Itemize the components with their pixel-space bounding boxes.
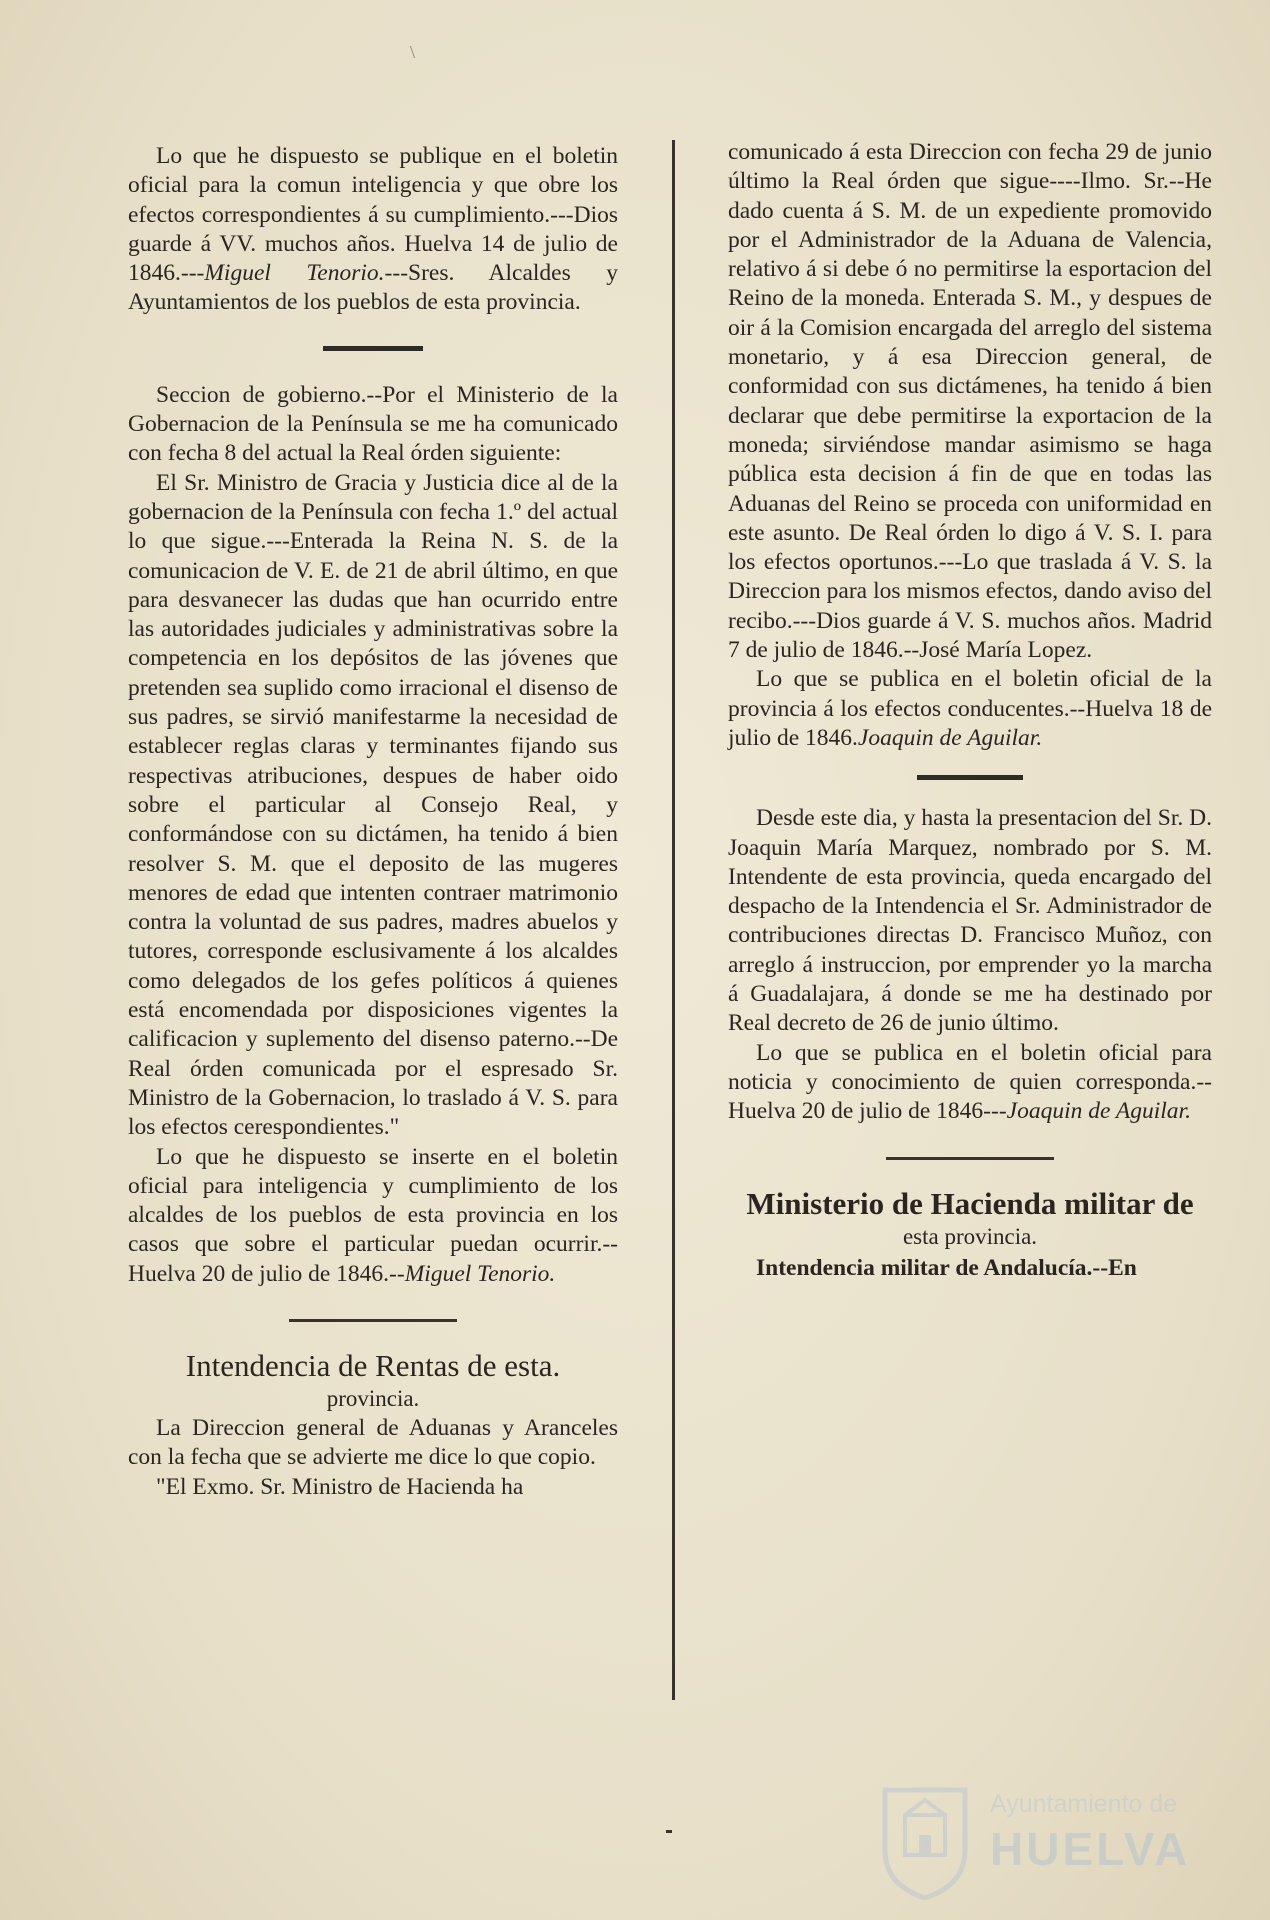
right-paragraph-3: Desde este dia, y hasta la presentacion del Sr. D. Joaquin María Marquez, nombrado por S. M. Intendente de esta provincia, queda encargado del despacho de la Intendencia el Sr. Administrador de contribuciones directas D. Francisco Muñoz, con arreglo á instruccion, por emprender yo la marcha á Guadalajara, á donde se me ha destinado por Real decreto de 26 de junio último. bbox=[728, 805, 1212, 1037]
left-paragraph-3: El Sr. Ministro de Gracia y Justicia dice al de la gobernacion de la Península con fecha 1.º del actual lo que sigue.---Enterada la Reina N. S. de la comunicacion de V. E. de 21 de abril último, en que para desvanecer las dudas que han ocurrido entre las autoridades judiciales y administrativas sobre la competencia en los depósitos de las jóvenes que pretenden sea suplido como irracional el disenso de sus padres, se sirvió manifestarme la necesidad de establecer reglas claras y terminantes fijando sus respectivas atribuciones, despues de haber oido sobre el particular al Consejo Real, y conformándose con su dictámen, ha tenido á bien resolver S. M. que el deposito de las mugeres menores de edad que intenten contraer matrimonio contra la voluntad de sus padres, madres abuelos y tutores, corresponde esclusivamente á los alcaldes como delegados de los gefes políticos á quienes está encomendada por disposiciones vigentes la calificacion y suplemento del disenso paterno.--De Real órden comunicada por el espresado Sr. Ministro de la Gobernacion, lo traslado á V. S. para los efectos cerespondientes." bbox=[128, 469, 618, 1141]
right-paragraph-4: Lo que se publica en el boletin oficial para noticia y conocimiento de quien corresponda.--Huelva 20 de julio de 1846---Joaquin de Aguilar. bbox=[728, 1039, 1212, 1125]
section-heading: Intendencia de Rentas de esta. bbox=[185, 1347, 561, 1383]
left-paragraph-1: Lo que he dispuesto se publique en el boletin oficial para la comun inteligencia y que obre los efectos correspondientes á su cumplimiento.---Dios guarde á VV. muchos años. Huelva 14 de julio de 1846.---Miguel Tenorio.---Sres. Alcaldes y Ayuntamientos de los pueblos de esta provincia. bbox=[128, 143, 618, 316]
signature: Joaquin de Aguilar. bbox=[1006, 1098, 1191, 1125]
signature: Miguel Tenorio. bbox=[404, 1260, 556, 1287]
watermark-title: HUELVA bbox=[990, 1823, 1191, 1875]
column-divider bbox=[672, 140, 675, 1700]
left-column bbox=[128, 142, 618, 1502]
section-subheading: provincia. bbox=[326, 1385, 420, 1411]
watermark bbox=[855, 1780, 1195, 1900]
section-heading: Ministerio de Hacienda militar de bbox=[746, 1185, 1194, 1221]
watermark-text: Ayuntamiento de bbox=[990, 1790, 1178, 1818]
left-paragraph-2: Seccion de gobierno.--Por el Ministerio de la Gobernacion de la Península se me ha comunicado con fecha 8 del actual la Real órden siguiente: bbox=[128, 381, 618, 467]
right-paragraph-1: comunicado á esta Direccion con fecha 29 de junio último la Real órden que sigue----Ilmo. Sr.--He dado cuenta á S. M. de un expediente promovido por el Administrador de la Aduana de Valencia, relativo á si debe ó no permitirse la esportacion del Reino de la moneda. Enterada S. M., y despues de oir á la Comision encargada del arreglo del sistema monetario, y á esa Direccion general, de conformidad con sus dictámenes, ha tenido á bien declarar que debe permitirse la exportacion de la moneda; sirviéndose mandar asimismo se haga pública esta decision á fin de que en todas las Aduanas del Reino se proceda con uniformidad en este asunto. De Real órden lo digo á V. S. I. para los efectos oportunos.---Lo que traslada á V. S. la Direccion para los mismos efectos, dando aviso del recibo.---Dios guarde á V. S. muchos años. Madrid 7 de julio de 1846.--José María Lopez. bbox=[728, 139, 1212, 664]
section-subheading: esta provincia. bbox=[902, 1223, 1038, 1249]
page-mark: \ bbox=[410, 42, 416, 62]
signature: Joaquin de Aguilar. bbox=[857, 724, 1043, 751]
separator bbox=[323, 346, 423, 351]
separator bbox=[886, 1157, 1054, 1160]
left-paragraph-6: "El Exmo. Sr. Ministro de Hacienda ha bbox=[156, 1473, 524, 1500]
city-shield-icon bbox=[875, 1780, 975, 1900]
left-paragraph-4: Lo que he dispuesto se inserte en el boletin oficial para inteligencia y cumplimiento de los alcaldes de los pueblos de esta provincia en los casos que sobre el particular puedan ocurrir.--Huelva 20 de julio de 1846.--Miguel Tenorio. bbox=[128, 1143, 618, 1287]
separator bbox=[917, 775, 1023, 780]
separator bbox=[289, 1319, 457, 1322]
right-column bbox=[728, 138, 1212, 1283]
right-paragraph-2: Lo que se publica en el boletin oficial de la provincia á los efectos conducentes.--Huelva 18 de julio de 1846.Joaquin de Aguilar. bbox=[728, 666, 1212, 751]
right-paragraph-5: Intendencia militar de Andalucía.--En bbox=[756, 1254, 1137, 1281]
signature: Miguel Tenorio. bbox=[204, 260, 385, 287]
left-paragraph-5: La Direccion general de Aduanas y Aranceles con la fecha que se advierte me dice lo que copio. bbox=[128, 1414, 618, 1471]
